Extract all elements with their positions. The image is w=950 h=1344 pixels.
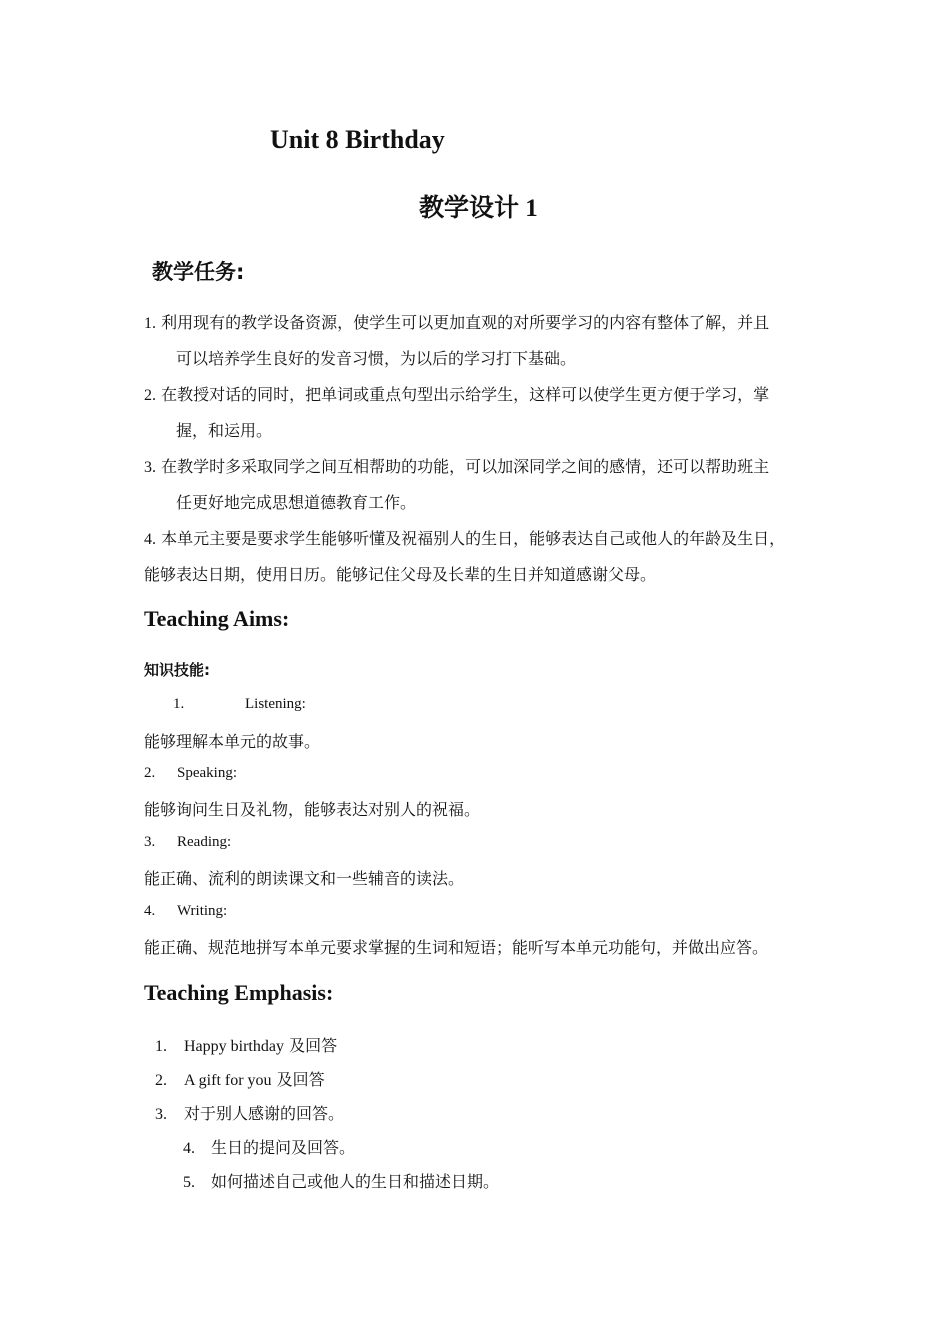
emphasis-number: 2. [155,1072,167,1089]
skill-label-listening: Listening: [245,696,306,712]
emphasis-number: 3. [155,1106,167,1123]
task-text: 在教授对话的同时，把单词或重点句型出示给学生，这样可以使学生更方便于学习，掌 [161,385,770,404]
skill-label-writing: Writing: [177,903,228,919]
emphasis-item-1 [155,1033,337,1056]
emphasis-cn: 对于别人感谢的回答。 [184,1104,345,1123]
emphasis-cn: 及回答 [276,1070,325,1089]
task-item-3-cont: 任更好地完成思想道德教育工作。 [176,493,417,512]
emphasis-number: 1. [155,1038,167,1055]
tasks-heading: 教学任务: [152,260,245,284]
skill-desc-listening: 能够理解本单元的故事。 [144,732,321,751]
emphasis-item-2 [155,1067,325,1090]
skill-label-speaking: Speaking: [177,765,237,781]
design-title: 教学设计 1 [419,195,538,222]
emphasis-cn: 生日的提问及回答。 [211,1138,356,1157]
skill-number: 1. [173,696,185,712]
emphasis-item-5 [183,1169,499,1192]
task-number: 3. [144,459,156,476]
emphasis-item-4 [183,1135,355,1158]
emphasis-item-3 [155,1101,344,1124]
task-item-3 [144,454,769,477]
skill-label-reading: Reading: [177,834,232,850]
task-text: 本单元主要是要求学生能够听懂及祝福别人的生日，能够表达自己或他人的年龄及生日， [161,529,786,548]
skill-desc-reading: 能正确、流利的朗读课文和一些辅音的读法。 [144,869,465,888]
task-number: 2. [144,387,156,404]
aims-heading: Teaching Aims: [144,606,290,631]
skill-desc-writing: 能正确、规范地拼写本单元要求掌握的生词和短语；能听写本单元功能句，并做出应答。 [144,938,769,957]
skills-subheading: 知识技能: [144,661,210,679]
task-text: 利用现有的教学设备资源，使学生可以更加直观的对所要学习的内容有整体了解，并且 [161,313,770,332]
unit-title: Unit 8 Birthday [270,125,445,154]
emphasis-number: 5. [183,1174,195,1191]
skill-desc-speaking: 能够询问生日及礼物，能够表达对别人的祝福。 [144,800,481,819]
emphasis-en: Happy birthday [184,1038,284,1055]
task-item-1-cont: 可以培养学生良好的发音习惯，为以后的学习打下基础。 [176,349,577,368]
task-item-4-cont: 能够表达日期，使用日历。能够记住父母及长辈的生日并知道感谢父母。 [144,565,657,584]
emphasis-number: 4. [183,1140,195,1157]
task-item-2-cont: 握，和运用。 [176,421,273,440]
task-item-1 [144,310,769,333]
skill-number: 2. [144,765,156,781]
task-item-4 [144,526,785,549]
task-text: 在教学时多采取同学之间互相帮助的功能，可以加深同学之间的感情，还可以帮助班主 [161,457,770,476]
emphasis-en: A gift for you [184,1072,272,1089]
emphasis-heading: Teaching Emphasis: [144,980,334,1005]
task-number: 4. [144,531,156,548]
skill-number: 3. [144,834,156,850]
emphasis-cn: 如何描述自己或他人的生日和描述日期。 [211,1172,500,1191]
task-number: 1. [144,315,156,332]
emphasis-cn: 及回答 [289,1036,338,1055]
task-item-2 [144,382,769,405]
skill-number: 4. [144,903,156,919]
